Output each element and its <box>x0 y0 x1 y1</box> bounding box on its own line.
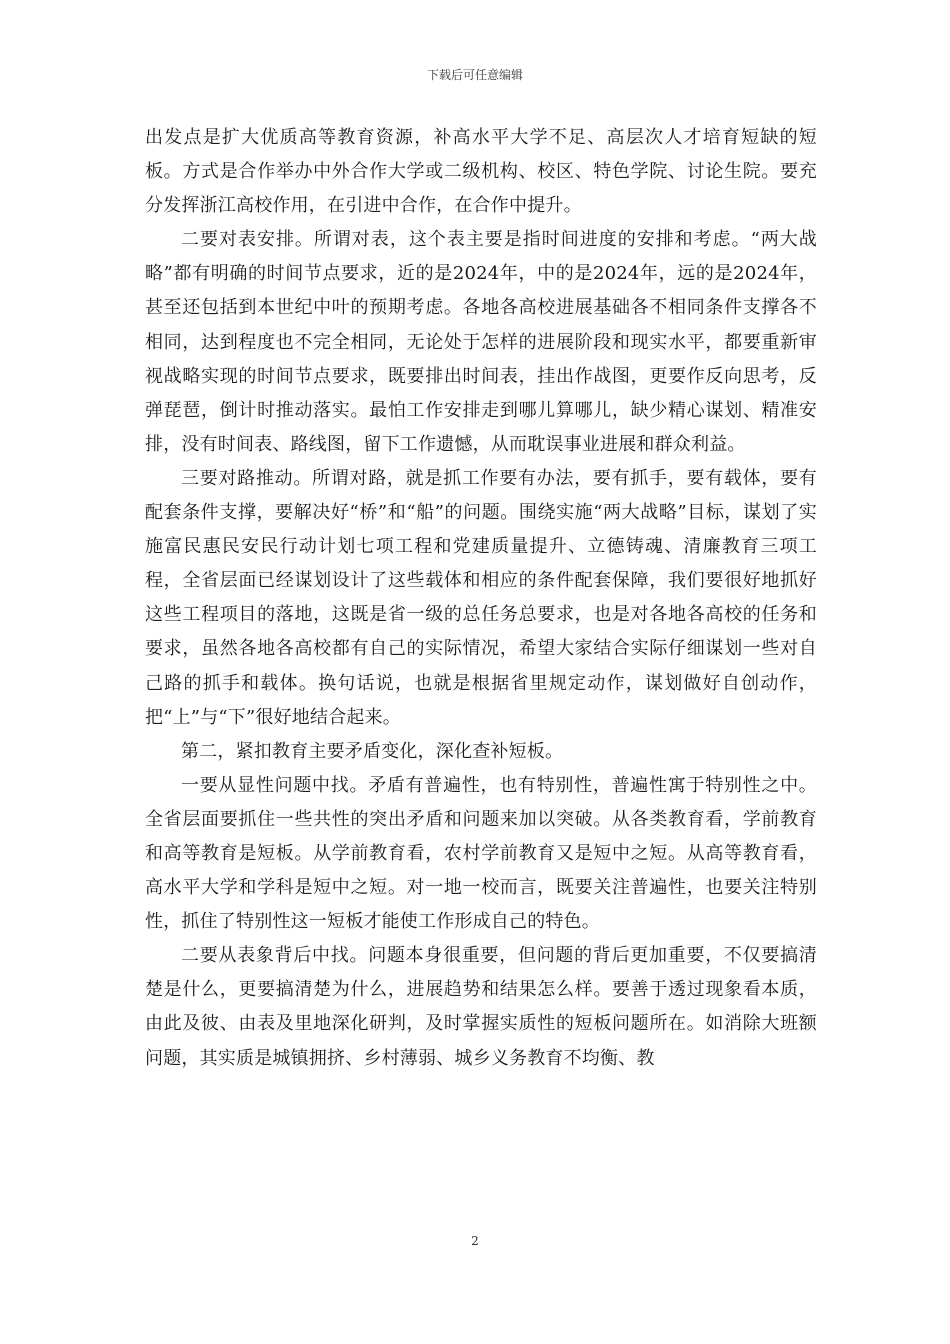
paragraph-explicit-problems: 一要从显性问题中找。矛盾有普遍性，也有特别性，普遍性寓于特别性之中。全省层面要抓住一些共性的突出矛盾和问题来加以突破。从各类教育看，学前教育和高等教育是短板。从学前教育看，农村学前教育又是短中之短。从高等教育看，高水平大学和学科是短中之短。对一地一校而言，既要关注普遍性，也要关注特别性，抓住了特别性这一短板才能使工作形成自己的特色。 <box>145 774 817 933</box>
document-body <box>145 121 817 1076</box>
paragraph-behind-appearance: 二要从表象背后中找。问题本身很重要，但问题的背后更加重要，不仅要搞清楚是什么，更要搞清楚为什么，进展趋势和结果怎么样。要善于透过现象看本质，由此及彼、由表及里地深化研判，及时掌握实质性的短板问题所在。如消除大班额问题，其实质是城镇拥挤、乡村薄弱、城乡义务教育不均衡、教 <box>145 945 817 1069</box>
section-heading-second: 第二，紧扣教育主要矛盾变化，深化查补短板。 <box>181 740 564 762</box>
page-number: 2 <box>471 1234 479 1248</box>
paragraph-timetable: 二要对表安排。所谓对表，这个表主要是指时间进度的安排和考虑。“两大战略”都有明确的时间节点要求，近的是2024年，中的是2024年，远的是2024年，甚至还包括到本世纪中叶的预期考虑。各地各高校进展基础各不相同条件支撑各不相同，达到程度也不完全相同，无论处于怎样的进展阶段和现实水平，都要重新审视战略实现的时间节点要求，既要排出时间表，挂出作战图，更要作反向思考，反弹琵琶，倒计时推动落实。最怕工作安排走到哪儿算哪儿，缺少精心谋划、精准安排，没有时间表、路线图，留下工作遗憾，从而耽误事业进展和群众利益。 <box>145 229 817 455</box>
paragraph-continued: 出发点是扩大优质高等教育资源，补高水平大学不足、高层次人才培育短缺的短板。方式是合作举办中外合作大学或二级机构、校区、特色学院、讨论生院。要充分发挥浙江高校作用，在引进中合作，在合作中提升。 <box>145 127 817 217</box>
paragraph-approach: 三要对路推动。所谓对路，就是抓工作要有办法，要有抓手，要有载体，要有配套条件支撑，要解决好“桥”和“船”的问题。围绕实施“两大战略”目标，谋划了实施富民惠民安民行动计划七项工程和党建质量提升、立德铸魂、清廉教育三项工程，全省层面已经谋划设计了这些载体和相应的条件配套保障，我们要很好地抓好这些工程项目的落地，这既是省一级的总任务总要求，也是对各地各高校的任务和要求，虽然各地各高校都有自己的实际情况，希望大家结合实际仔细谋划一些对自己路的抓手和载体。换句话说，也就是根据省里规定动作，谋划做好自创动作，把“上”与“下”很好地结合起来。 <box>145 467 817 728</box>
page-header-note: 下载后可任意编辑 <box>426 68 523 82</box>
